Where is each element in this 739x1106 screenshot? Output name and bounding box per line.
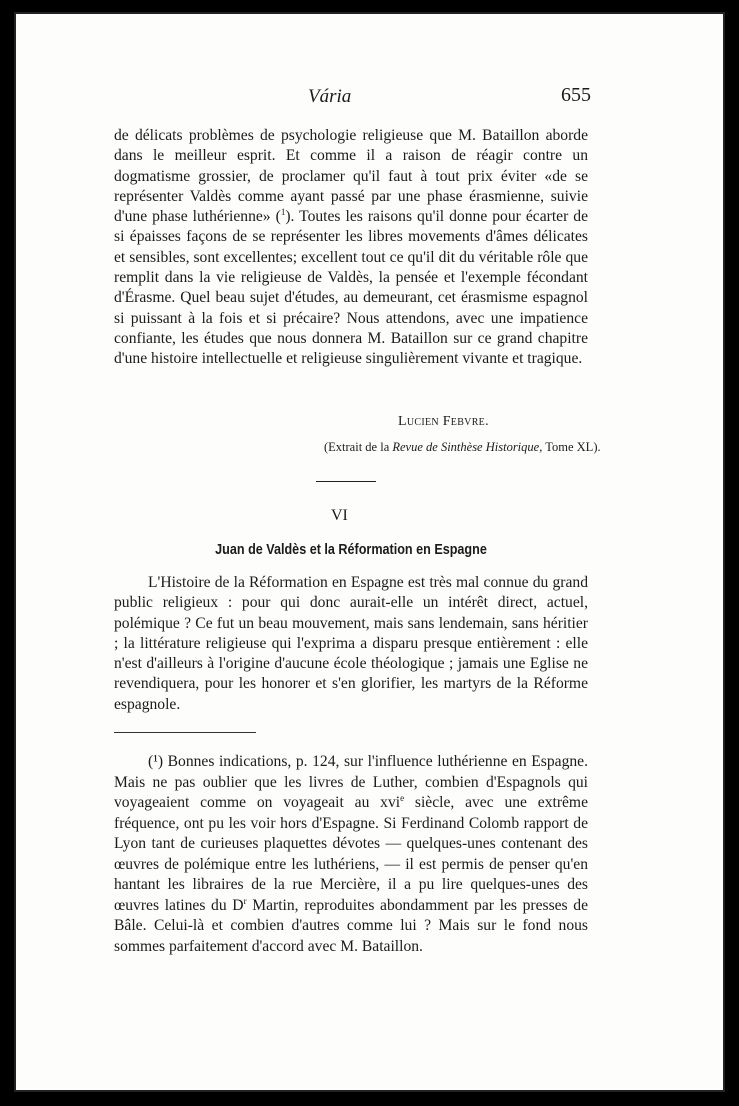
- footnote-divider: [114, 732, 256, 733]
- footnote-reference: 1: [280, 207, 286, 217]
- document-page: [16, 14, 723, 1090]
- running-title: Vária: [308, 86, 352, 107]
- source-citation: [324, 440, 601, 455]
- footnote-text: Martin, reproduites abondamment par les presses de Bâle. Celui-là et combien d'autres comme lui ? Mais sur le fond nous sommes parfaitement d'accord avec M. Bataillon.: [114, 896, 588, 955]
- footnote-text: siècle, avec une extrême fréquence, ont pu les voir hors d'Espagne. Si Ferdinand Colomb rapport de Lyon tant de curieuses plaquettes dévotes — quelques-unes contenant des œuvres de polémique entre les luthériens, — il est permis de penser qu'en hantant les libraires de la rue Mercière, il a pu lire quelques-unes des œuvres latines du D: [114, 794, 588, 914]
- page-number: 655: [561, 84, 591, 106]
- paragraph-text: de délicats problèmes de psychologie religieuse que M. Bataillon aborde dans le meilleur esprit. Et comme il a raison de réagir contre un dogmatisme grossier, de proclamer qu'il faut à tout prix éviter «de se représenter Valdès comme ayant passé par une phase érasmienne, suivie d'une phase luthérienne» (: [114, 127, 588, 226]
- page-frame: [14, 12, 725, 1092]
- journal-title: Revue de Sinthèse Historique,: [392, 440, 543, 454]
- running-header: [16, 80, 723, 110]
- body-paragraph: [114, 126, 588, 370]
- section-title: Juan de Valdès et la Réformation en Espagne: [215, 541, 487, 558]
- section-divider: [316, 481, 376, 482]
- section-number: VI: [331, 507, 348, 524]
- superscript: r: [243, 895, 247, 906]
- paragraph-text: ). Toutes les raisons qu'il donne pour écarter de si épaisses façons de se représenter les libres movements d'âmes délicates et sensibles, sont excellentes; excellent tout ce qu'il dit du véritable rôle que remplit dans la vie religieuse de Valdès, la pensée et l'exemple fécondant d'Érasme. Quel beau sujet d'études, au demeurant, cet érasmisme espagnol si puissant à la fois et si précaire? Nous attendons, avec une impatience confiante, les études que nous donnera M. Bataillon sur ce grand chapitre d'une histoire intellectuelle et religieuse singulièrement vivante et tragique.: [114, 208, 588, 368]
- footnote-marker: (¹): [148, 753, 164, 770]
- author-name: Lucien Febvre.: [398, 414, 489, 429]
- footnote-text: Bonnes indications, p. 124, sur l'influence luthérienne en Espagne. Mais ne pas oublier que les livres de Luther, combien d'Espagnols qui voyageaient comme on voyageait au xvi: [114, 753, 588, 811]
- footnote: [114, 752, 588, 957]
- author-signature: [398, 414, 489, 430]
- source-suffix: Tome XL).: [542, 440, 601, 454]
- superscript: e: [400, 792, 405, 803]
- body-paragraph: L'Histoire de la Réformation en Espagne est très mal connue du grand public religieux : pour qui donc aurait-elle un intérêt direct, actuel, polémique ? Ce fut un beau mouvement, mais sans lendemain, sans héritier ; la littérature religieuse qui l'exprima a disparu presque entièrement : elle n'est d'ailleurs à l'origine d'aucune école théologique ; jamais une Eglise ne revendiquera, pour les honorer et s'en glorifier, les martyrs de la Réforme espagnole.: [114, 574, 588, 713]
- source-prefix: (Extrait de la: [324, 440, 393, 454]
